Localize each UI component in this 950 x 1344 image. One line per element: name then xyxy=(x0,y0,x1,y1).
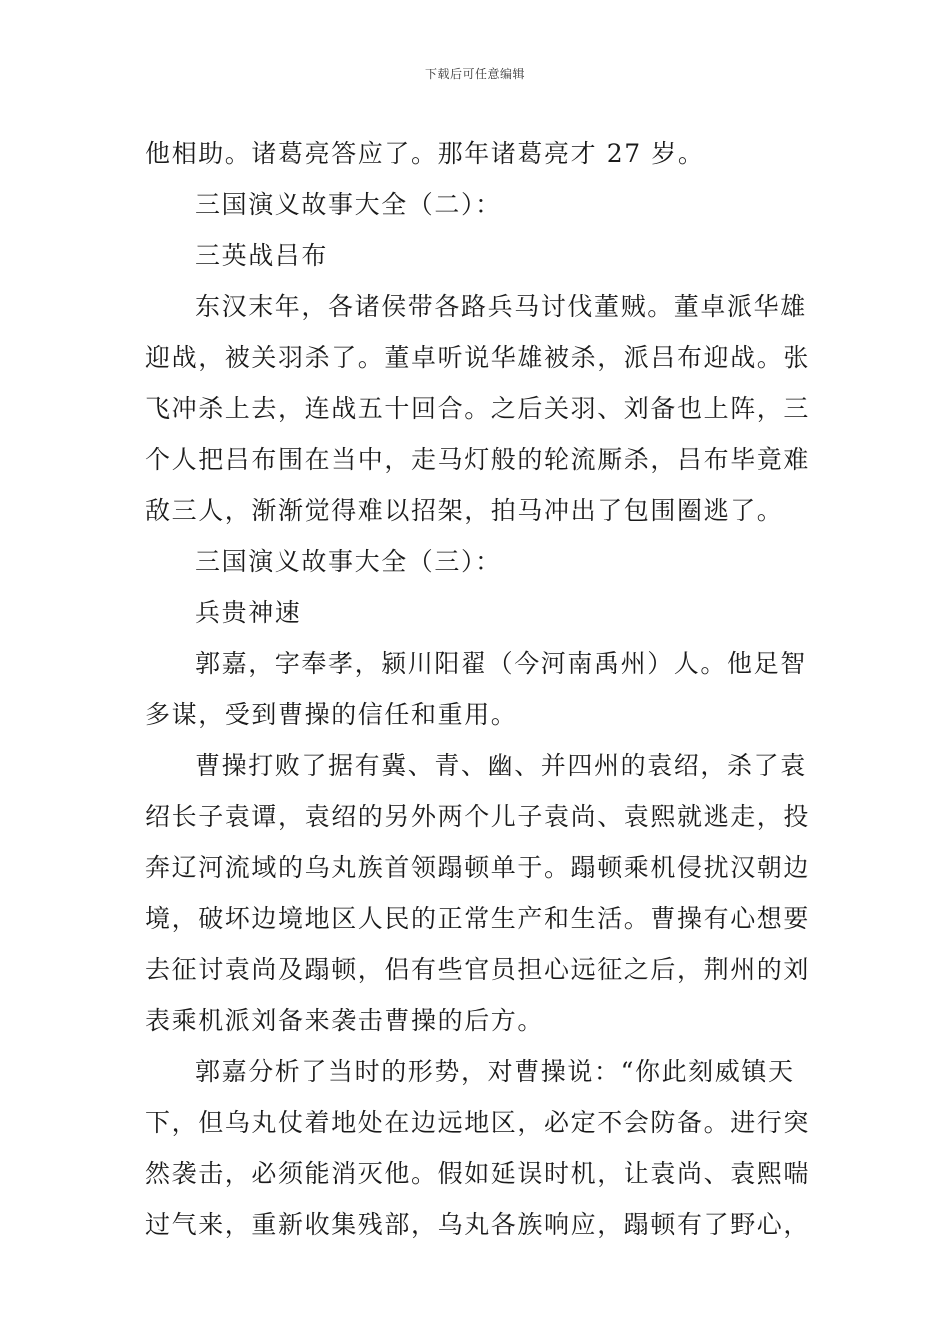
paragraph-line: 然袭击，必须能消灭他。假如延误时机，让袁尚、袁熙喘 xyxy=(145,1159,811,1188)
paragraph-line: 东汉末年，各诸侯带各路兵马讨伐董贼。董卓派华雄 xyxy=(195,292,807,321)
section-heading: 三国演义故事大全（二）： xyxy=(195,190,502,219)
paragraph-line: 个人把吕布围在当中，走马灯般的轮流厮杀，吕布毕竟难 xyxy=(145,445,811,474)
paragraph-line: 表乘机派刘备来袭击曹操的后方。 xyxy=(145,1006,545,1035)
paragraph-line: 境，破坏边境地区人民的正常生产和生活。曹操有心想要 xyxy=(145,904,811,933)
paragraph-line: 迎战，被关羽杀了。董卓听说华雄被杀，派吕布迎战。张 xyxy=(145,343,811,372)
paragraph-line: 去征讨袁尚及蹋顿，侣有些官员担心远征之后，荆州的刘 xyxy=(145,955,811,984)
paragraph-line: 敌三人，渐渐觉得难以招架，拍马冲出了包围圈逃了。 xyxy=(145,496,784,525)
paragraph-line: 飞冲杀上去，连战五十回合。之后关羽、刘备也上阵，三 xyxy=(145,394,811,423)
paragraph-line: 郭嘉，字奉孝，颍川阳翟（今河南禹州）人。他足智 xyxy=(195,649,807,678)
paragraph-line: 过气来，重新收集残部，乌丸各族响应，蹋顿有了野心， xyxy=(145,1210,811,1239)
paragraph-line: 下，但乌丸仗着地处在边远地区，必定不会防备。进行突 xyxy=(145,1108,811,1137)
paragraph-line: 奔辽河流域的乌丸族首领蹋顿单于。蹋顿乘机侵扰汉朝边 xyxy=(145,853,811,882)
text-line: 他相助。诸葛亮答应了。那年诸葛亮才 27 岁。 xyxy=(145,139,705,168)
paragraph-line: 绍长子袁谭，袁绍的另外两个儿子袁尚、袁熙就逃走，投 xyxy=(145,802,811,831)
paragraph-line: 多谋，受到曹操的信任和重用。 xyxy=(145,700,518,729)
story-title: 三英战吕布 xyxy=(195,241,329,270)
story-title: 兵贵神速 xyxy=(195,598,302,627)
paragraph-line: 曹操打败了据有冀、青、幽、并四州的袁绍，杀了袁 xyxy=(195,751,807,780)
paragraph-line: 郭嘉分析了当时的形势，对曹操说：“你此刻威镇天 xyxy=(195,1057,795,1086)
section-heading: 三国演义故事大全（三）： xyxy=(195,547,502,576)
body-text xyxy=(145,128,810,1250)
page-header-note: 下载后可任意编辑 xyxy=(424,67,525,81)
